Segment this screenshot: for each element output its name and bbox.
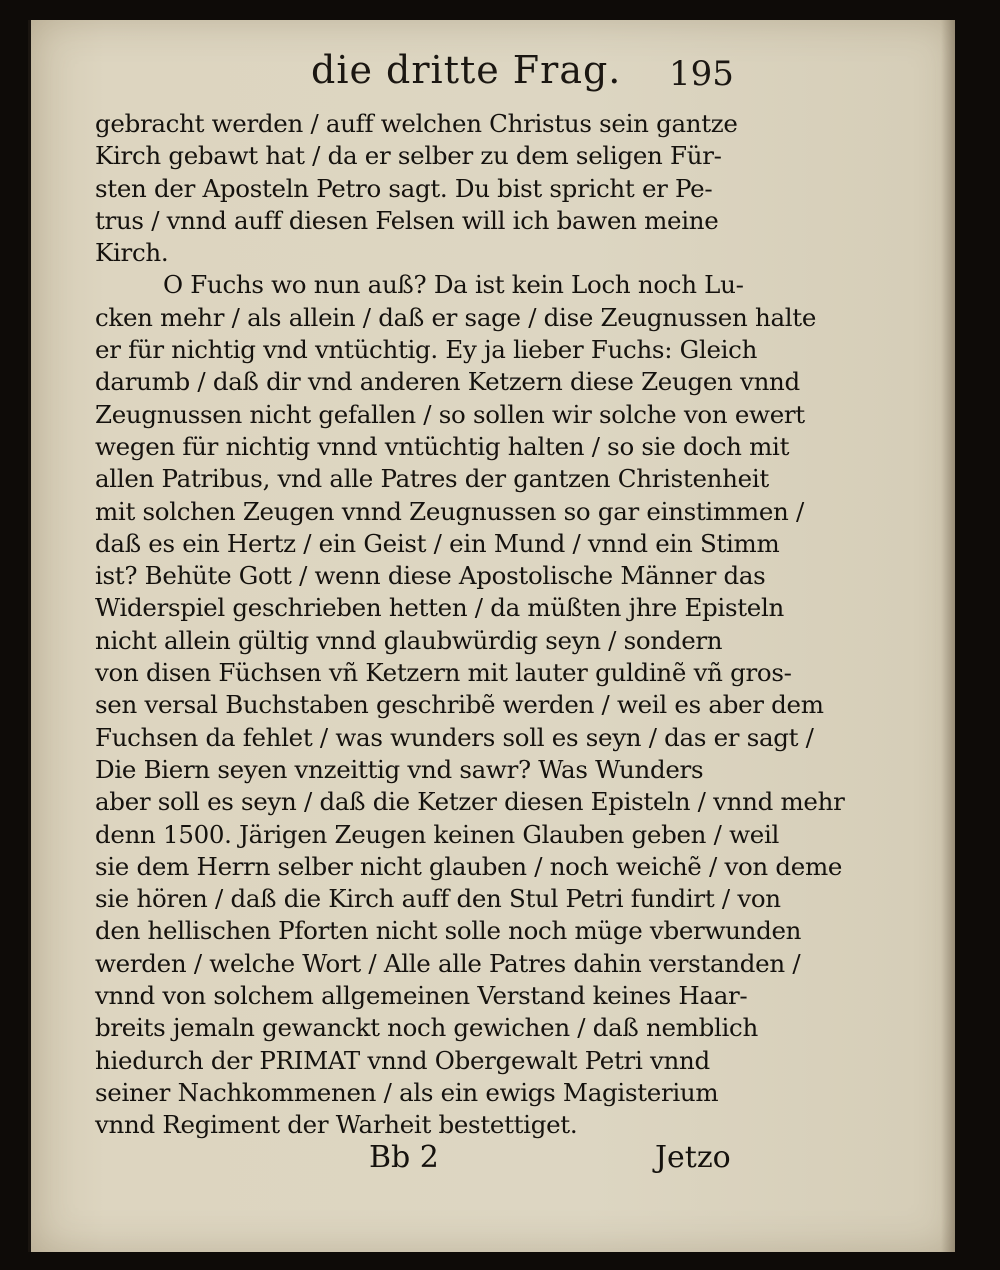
book-page	[28, 20, 955, 1252]
text-line: nicht allein gültig vnnd glaubwürdig seyn / sondern	[95, 625, 723, 655]
text-line: Zeugnussen nicht gefallen / so sollen wir solche von ewert	[95, 399, 805, 429]
paragraph-start-line: O Fuchs wo nun auß? Da ist kein Loch noch Lu-	[163, 270, 744, 300]
text-line: von disen Füchsen vñ Ketzern mit lauter guldinẽ vñ gros-	[95, 658, 792, 688]
text-line: mit solchen Zeugen vnnd Zeugnussen so gar einstimmen /	[95, 496, 804, 526]
text-line: wegen für nichtig vnnd vntüchtig halten / so sie doch mit	[95, 431, 790, 461]
text-line: seiner Nachkommenen / als ein ewigs Magisterium	[95, 1077, 719, 1107]
text-line: allen Patribus, vnd alle Patres der gantzen Christenheit	[95, 464, 769, 494]
text-line: cken mehr / als allein / daß er sage / dise Zeugnussen halte	[95, 302, 817, 332]
text-line: Die Biern seyen vnzeittig vnd sawr? Was Wunders	[95, 754, 704, 784]
text-line: sie hören / daß die Kirch auff den Stul Petri fundirt / von	[95, 884, 781, 914]
text-line: sten der Aposteln Petro sagt. Du bist spricht er Pe-	[95, 173, 713, 203]
text-line: gebracht werden / auff welchen Christus sein gantze	[95, 109, 738, 138]
text-line: ist? Behüte Gott / wenn diese Apostolische Männer das	[95, 561, 766, 591]
text-line: den hellischen Pforten nicht solle noch müge vberwunden	[95, 916, 802, 946]
text-line: vnnd Regiment der Warheit bestettiget.	[95, 1110, 578, 1140]
page-footer	[31, 1138, 955, 1178]
text-line: Kirch gebawt hat / da er selber zu dem seligen Für-	[95, 141, 722, 171]
catchword: Jetzo	[655, 1140, 731, 1175]
body-text	[95, 108, 845, 1140]
text-line: Fuchsen da fehlet / was wunders soll es seyn / das er sagt /	[95, 722, 814, 752]
text-line: darumb / daß dir vnd anderen Ketzern diese Zeugen vnnd	[95, 367, 800, 397]
text-line: Kirch.	[95, 238, 169, 268]
text-line: breits jemaln gewanckt noch gewichen / daß nemblich	[95, 1013, 758, 1043]
text-line: sie dem Herrn selber nicht glauben / noch weichẽ / von deme	[95, 851, 843, 881]
page-edge-shadow	[941, 20, 955, 1252]
text-line: sen versal Buchstaben geschribẽ werden / weil es aber dem	[95, 690, 824, 720]
page-header	[31, 42, 955, 98]
text-line: werden / welche Wort / Alle alle Patres dahin verstanden /	[95, 948, 801, 978]
text-line: daß es ein Hertz / ein Geist / ein Mund / vnnd ein Stimm	[95, 528, 780, 558]
text-line: er für nichtig vnd vntüchtig. Ey ja lieber Fuchs: Gleich	[95, 335, 758, 365]
page-number: 195	[669, 54, 734, 94]
text-line: Widerspiel geschrieben hetten / da müßten jhre Episteln	[95, 593, 785, 623]
text-line: trus / vnnd auff diesen Felsen will ich bawen meine	[95, 205, 719, 235]
text-line: vnnd von solchem allgemeinen Verstand keines Haar-	[95, 981, 748, 1011]
signature-mark: Bb 2	[369, 1140, 439, 1175]
text-line: denn 1500. Järigen Zeugen keinen Glauben geben / weil	[95, 819, 780, 849]
text-line: hiedurch der PRIMAT vnnd Obergewalt Petri vnnd	[95, 1045, 710, 1075]
running-head: die dritte Frag.	[311, 48, 622, 92]
text-line: aber soll es seyn / daß die Ketzer diesen Episteln / vnnd mehr	[95, 787, 845, 817]
